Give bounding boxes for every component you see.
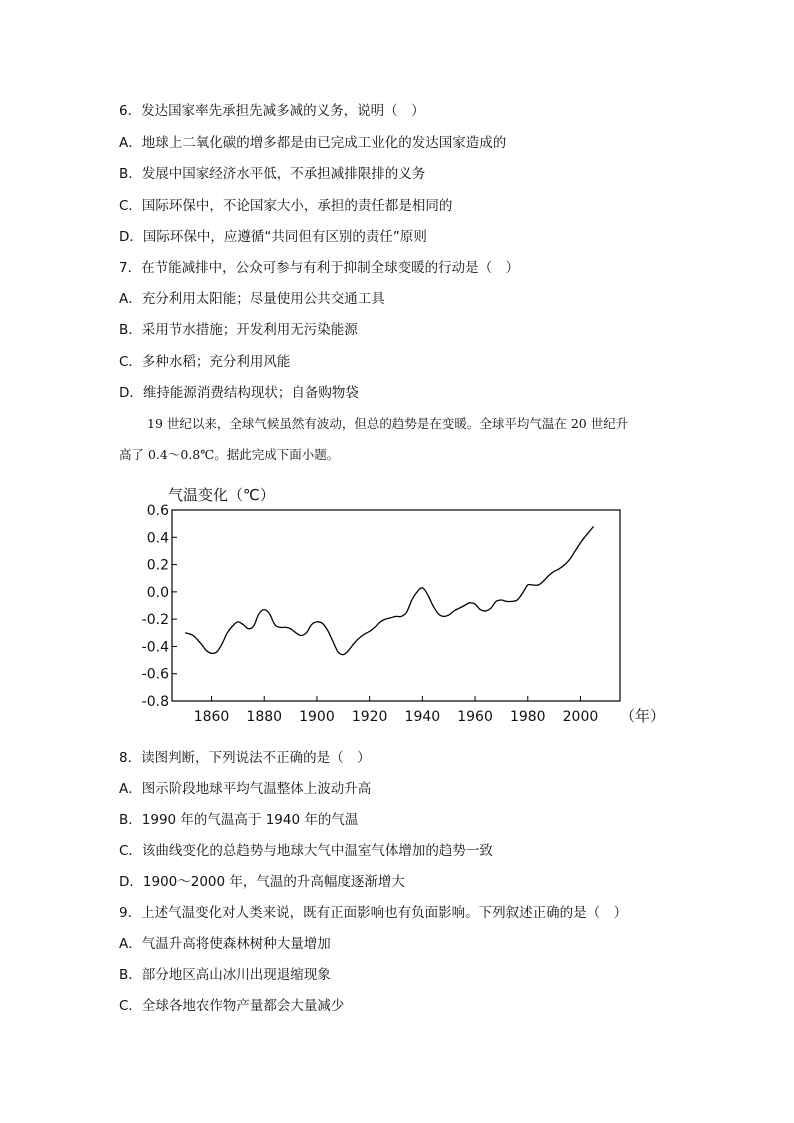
y-tick-label: -0.6 xyxy=(141,666,169,683)
question-6-option-d: D．国际环保中，应遵循“共同但有区别的责任”原则 xyxy=(119,229,427,245)
y-tick-label: -0.4 xyxy=(141,639,169,656)
x-tick-label: 1860 xyxy=(193,709,230,725)
question-8-option-c: C．该曲线变化的总趋势与地球大气中温室气体增加的趋势一致 xyxy=(119,843,493,859)
y-tick-label: -0.2 xyxy=(141,612,169,629)
chart-x-ticks xyxy=(194,696,599,725)
y-tick-label: 0.2 xyxy=(146,557,169,574)
x-tick-label: 1960 xyxy=(457,709,493,725)
x-tick-label: 1880 xyxy=(246,709,283,725)
intro-line-1: 19 世纪以来，全球气候虽然有波动，但总的趋势是在变暖。全球平均气温在 20 世纪升 xyxy=(147,416,629,431)
question-6-stem: 6．发达国家率先承担先减多减的义务，说明（ ） xyxy=(119,103,425,119)
x-tick-label: 1940 xyxy=(404,709,441,725)
x-tick-label: 2000 xyxy=(562,709,599,725)
question-8-option-d: D．1900～2000 年，气温的升高幅度逐渐增大 xyxy=(119,874,405,890)
question-7-option-a: A．充分利用太阳能；尽量使用公共交通工具 xyxy=(119,291,385,307)
question-6-option-c: C．国际环保中，不论国家大小，承担的责任都是相同的 xyxy=(119,198,453,214)
intro-line-2: 高了 0.4～0.8℃。据此完成下面小题。 xyxy=(119,447,340,462)
x-tick-label: 1920 xyxy=(351,709,388,725)
question-7-option-c: C．多种水稻；充分利用风能 xyxy=(119,354,291,370)
y-tick-label: 0.0 xyxy=(146,584,169,601)
x-tick-label: 1980 xyxy=(509,709,546,725)
temperature-change-chart xyxy=(130,478,670,730)
chart-y-axis-title: 气温变化（℃） xyxy=(168,486,275,504)
chart-plot-frame xyxy=(172,510,620,701)
question-8-option-b: B．1990 年的气温高于 1940 年的气温 xyxy=(119,812,359,828)
y-tick-label: -0.8 xyxy=(141,694,169,710)
question-9-option-b: B．部分地区高山冰川出现退缩现象 xyxy=(119,967,331,983)
question-6-option-b: B．发展中国家经济水平低，不承担减排限排的义务 xyxy=(119,166,426,182)
question-9-option-c: C．全球各地农作物产量都会大量减少 xyxy=(119,998,345,1014)
question-9-option-a: A．气温升高将使森林树种大量增加 xyxy=(119,936,331,952)
question-8-stem: 8．读图判断，下列说法不正确的是（ ） xyxy=(119,750,371,766)
chart-x-axis-title: （年） xyxy=(620,707,666,725)
y-tick-label: 0.4 xyxy=(146,530,169,547)
question-7-option-b: B．采用节水措施；开发利用无污染能源 xyxy=(119,322,358,338)
question-7-stem: 7．在节能减排中，公众可参与有利于抑制全球变暖的行动是（ ） xyxy=(119,260,520,276)
question-9-stem: 9．上述气温变化对人类来说，既有正面影响也有负面影响。下列叙述正确的是（ ） xyxy=(119,905,628,921)
y-tick-label: 0.6 xyxy=(146,503,169,519)
question-6-option-a: A．地球上二氧化碳的增多都是由已完成工业化的发达国家造成的 xyxy=(119,135,507,151)
x-tick-label: 1900 xyxy=(299,709,335,725)
temperature-series-line xyxy=(185,526,593,654)
question-7-option-d: D．维持能源消费结构现状；自备购物袋 xyxy=(119,385,359,401)
question-8-option-a: A．图示阶段地球平均气温整体上波动升高 xyxy=(119,781,372,797)
